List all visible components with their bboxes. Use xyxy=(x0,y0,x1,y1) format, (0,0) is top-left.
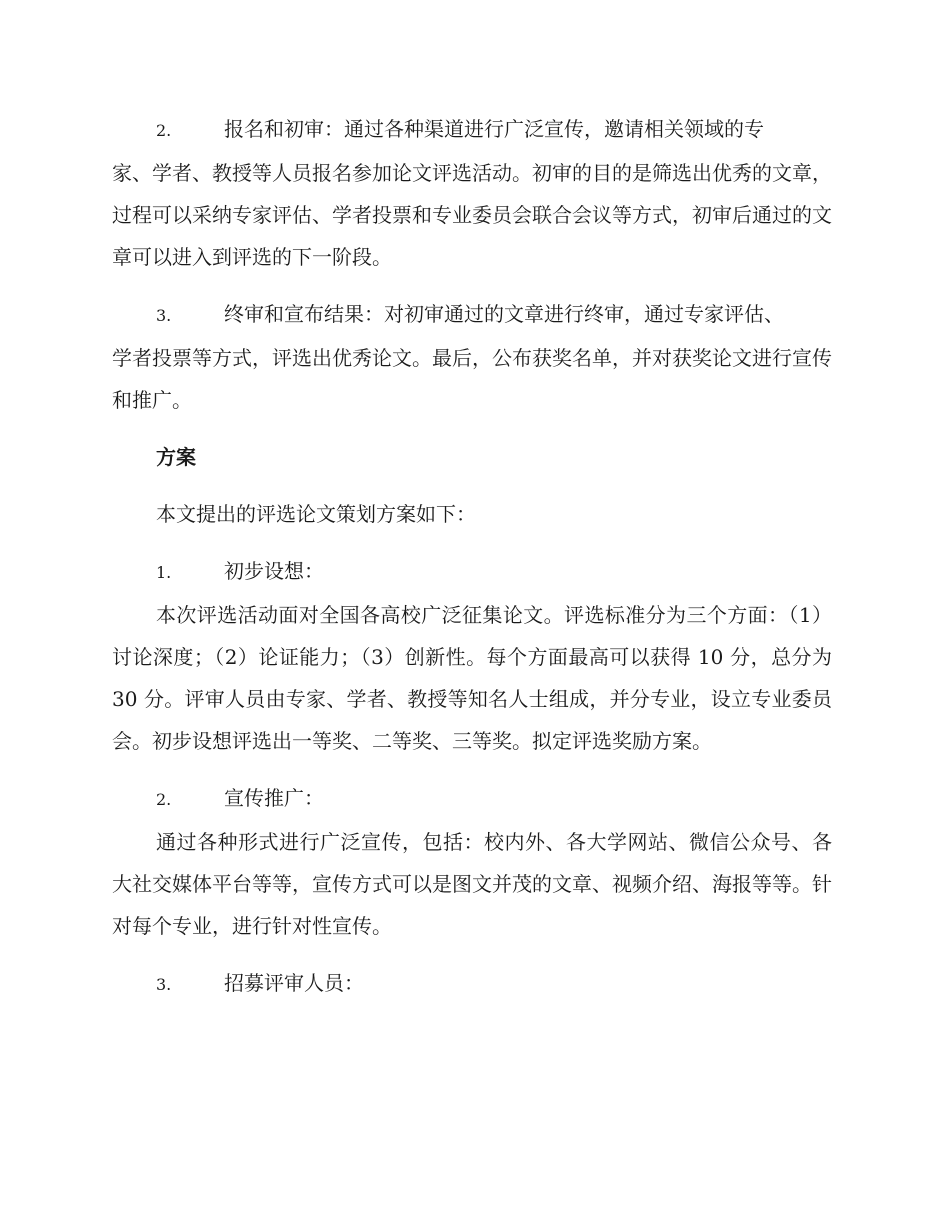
list-item-number: 2. xyxy=(156,790,172,809)
list-item-registration xyxy=(112,108,832,278)
list-item-title: 宣传推广： xyxy=(224,786,324,810)
list-item-first-line xyxy=(112,108,832,152)
list-item-number: 2. xyxy=(156,121,172,140)
list-item-first-line xyxy=(112,293,832,337)
list-item-continuation: 学者投票等方式，评选出优秀论文。最后，公布获奖名单，并对获奖论文进行宣传和推广。 xyxy=(112,346,832,412)
plan-item-promotion xyxy=(112,777,832,821)
list-item-number: 1. xyxy=(156,563,172,582)
list-item-continuation: 家、学者、教授等人员报名参加论文评选活动。初审的目的是筛选出优秀的文章，过程可以采纳专家评估、学者投票和专业委员会联合会议等方式，初审后通过的文章可以进入到评选的下一阶段。 xyxy=(112,161,832,269)
list-item-title: 招募评审人员： xyxy=(224,971,364,995)
section-heading: 方案 xyxy=(156,445,196,469)
list-item-text: 报名和初审：通过各种渠道进行广泛宣传，邀请相关领域的专 xyxy=(224,117,764,141)
plan-initial-idea-body: 本次评选活动面对全国各高校广泛征集论文。评选标准分为三个方面：（1）讨论深度；（2）论证能力；（3）创新性。每个方面最高可以获得 10 分，总分为 30 分。评审人员由专家、学者、教授等知名人士组成，并分专业，设立专业委员会。初步设想评选出一等奖、二等奖、三等奖。拟定评选奖励方案。 xyxy=(112,603,832,753)
intro-paragraph: 本文提出的评选论文策划方案如下： xyxy=(156,502,476,526)
list-item-number: 3. xyxy=(156,306,172,325)
plan-item-initial-idea xyxy=(112,550,832,594)
list-item-text: 终审和宣布结果：对初审通过的文章进行终审，通过专家评估、 xyxy=(224,302,784,326)
list-item-final-review xyxy=(112,293,832,421)
list-item-title: 初步设想： xyxy=(224,559,324,583)
document-body xyxy=(112,108,832,1006)
list-item-number: 3. xyxy=(156,975,172,994)
plan-item-recruit-reviewers xyxy=(112,962,832,1006)
plan-promotion-body: 通过各种形式进行广泛宣传，包括：校内外、各大学网站、微信公众号、各大社交媒体平台等等，宣传方式可以是图文并茂的文章、视频介绍、海报等等。针对每个专业，进行针对性宣传。 xyxy=(112,830,832,938)
